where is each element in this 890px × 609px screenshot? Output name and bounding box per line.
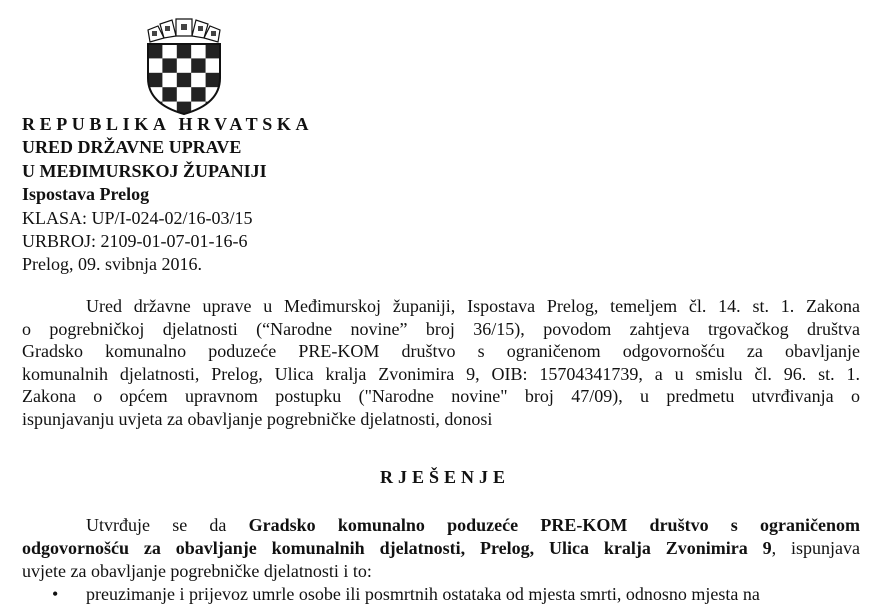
intro-line: komunalnih djelatnosti, Prelog, Ulica kralja Zvonimira 9, OIB: 15704341739, a u smislu čl. 96. st. 1.: [22, 363, 860, 384]
list-item-text: preuzimanje i prijevoz umrle osobe ili posmrtnih ostataka od mjesta smrti, odnosno mjesta na: [86, 584, 760, 604]
document-header: [22, 113, 422, 277]
company-name-bold: odgovornošću za obavljanje komunalnih djelatnosti, Prelog, Ulica kralja Zvonimira 9: [22, 538, 772, 558]
decision-tail: , ispunjava: [771, 538, 860, 558]
intro-line: Zakona o općem upravnom postupku ("Narodne novine" broj 47/09), u predmetu utvrđivanja o: [22, 386, 860, 407]
branch-name: Ispostava Prelog: [22, 184, 150, 205]
office-name-line1: URED DRŽAVNE UPRAVE: [22, 137, 242, 158]
intro-line: Gradsko komunalno poduzeće PRE-KOM društvo s ograničenom odgovornošću za obavljanje: [22, 341, 860, 362]
decision-title: RJEŠENJE: [379, 467, 511, 487]
urbroj-reference: URBROJ: 2109-01-07-01-16-6: [22, 231, 248, 252]
company-name-bold: Gradsko komunalno poduzeće PRE-KOM društvo s ograničenom: [248, 515, 860, 535]
intro-line: Ured državne uprave u Međimurskoj županiji, Ispostava Prelog, temeljem čl. 14. st. 1. Zakona: [86, 296, 860, 316]
klasa-reference: KLASA: UP/I-024-02/16-03/15: [22, 207, 253, 228]
decision-lead: Utvrđuje se da: [86, 515, 249, 535]
place-and-date: Prelog, 09. svibnja 2016.: [22, 254, 202, 275]
decision-line: uvjete za obavljanje pogrebničke djelatnosti i to:: [22, 561, 372, 581]
bullet-icon: •: [52, 584, 59, 604]
decision-line: [22, 537, 860, 560]
country-name: REPUBLIKA HRVATSKA: [22, 114, 314, 134]
list-item: [22, 583, 860, 606]
decision-paragraph: [22, 514, 860, 606]
decision-line: [22, 514, 860, 537]
intro-line: o pogrebničkoj djelatnosti (“Narodne novine” broj 36/15), povodom zahtjeva trgovačkog društva: [22, 318, 860, 339]
croatian-coat-of-arms-icon: [142, 16, 226, 116]
intro-paragraph: [22, 295, 860, 431]
intro-line: ispunjavanju uvjeta za obavljanje pogrebničke djelatnosti, donosi: [22, 408, 493, 429]
office-name-line2: U MEĐIMURSKOJ ŽUPANIJI: [22, 160, 267, 181]
